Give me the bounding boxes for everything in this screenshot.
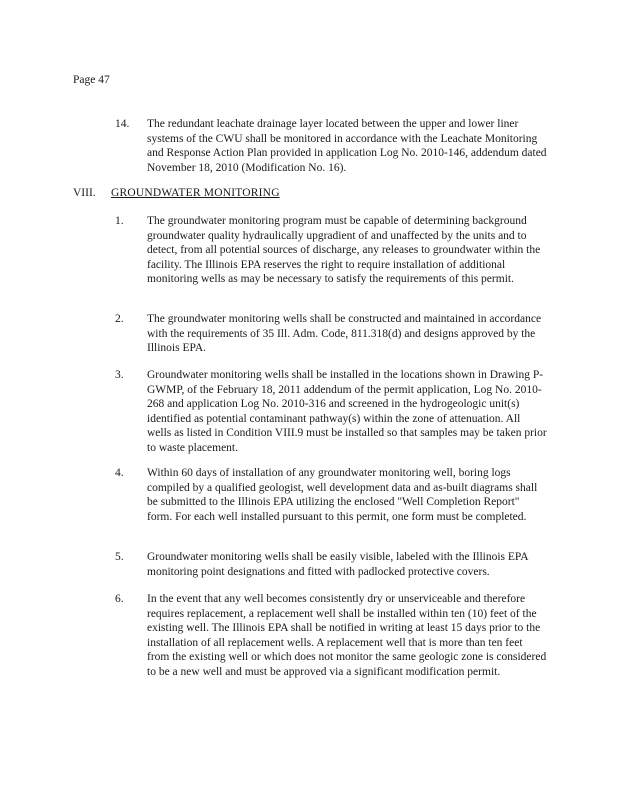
item-number: 2. (115, 313, 124, 325)
item-text: Groundwater monitoring wells shall be easily visible, labeled with the Illinois EPA monitoring point designations and fitted with padlocked protective covers. (147, 551, 528, 578)
item-text: Within 60 days of installation of any groundwater monitoring well, boring logs compiled by a qualified geologist, well development data and as-built diagrams shall be submitted to the Illinois EPA utilizing the enclosed "Well Completion Report" form. For each well installed pursuant to this permit, one form must be completed. (147, 467, 538, 523)
item-number: 5. (115, 551, 124, 563)
item-text: Groundwater monitoring wells shall be installed in the locations shown in Drawing P-GWMP, of the February 18, 2011 addendum of the permit application, Log No. 2010-268 and application Log No. 2010-316 and screened in the hydrogeologic unit(s) identified as potential contaminant pathway(s) within the zone of attenuation. All wells as listed in Condition VIII.9 must be installed so that samples may be taken prior to waste placement. (147, 369, 547, 454)
item-text: In the event that any well becomes consistently dry or unserviceable and therefore requires replacement, a replacement well shall be installed within ten (10) feet of the existing well. The Illinois EPA shall be notified in writing at least 15 days prior to the installation of all replacement wells. A replacement well that is more than ten feet from the existing well or which does not monitor the same geologic zone is considered to be a new well and must be approved via a significant modification permit. (147, 593, 547, 678)
item-number: 6. (115, 593, 124, 605)
item-text: The groundwater monitoring program must be capable of determining background groundwater quality hydraulically upgradient of and unaffected by the units and to detect, from all potential sources of discharge, any releases to groundwater within the facility. The Illinois EPA reserves the right to require installation of additional monitoring wells as may be necessary to satisfy the requirements of this permit. (147, 215, 541, 286)
page-number: Page 47 (73, 74, 110, 86)
section-title: GROUNDWATER MONITORING (111, 187, 280, 199)
item-text: The groundwater monitoring wells shall be constructed and maintained in accordance with the requirements of 35 Ill. Adm. Code, 811.318(d) and designs approved by the Illinois EPA. (147, 313, 542, 355)
item-text: The redundant leachate drainage layer located between the upper and lower liner systems of the CWU shall be monitored in accordance with the Leachate Monitoring and Response Action Plan provided in application Log No. 2010-146, addendum dated November 18, 2010 (Modification No. 16). (147, 118, 547, 174)
section-roman-numeral: VIII. (73, 187, 96, 199)
item-number: 3. (115, 369, 124, 381)
item-number: 4. (115, 467, 124, 479)
item-number: 14. (115, 118, 130, 130)
item-number: 1. (115, 215, 124, 227)
